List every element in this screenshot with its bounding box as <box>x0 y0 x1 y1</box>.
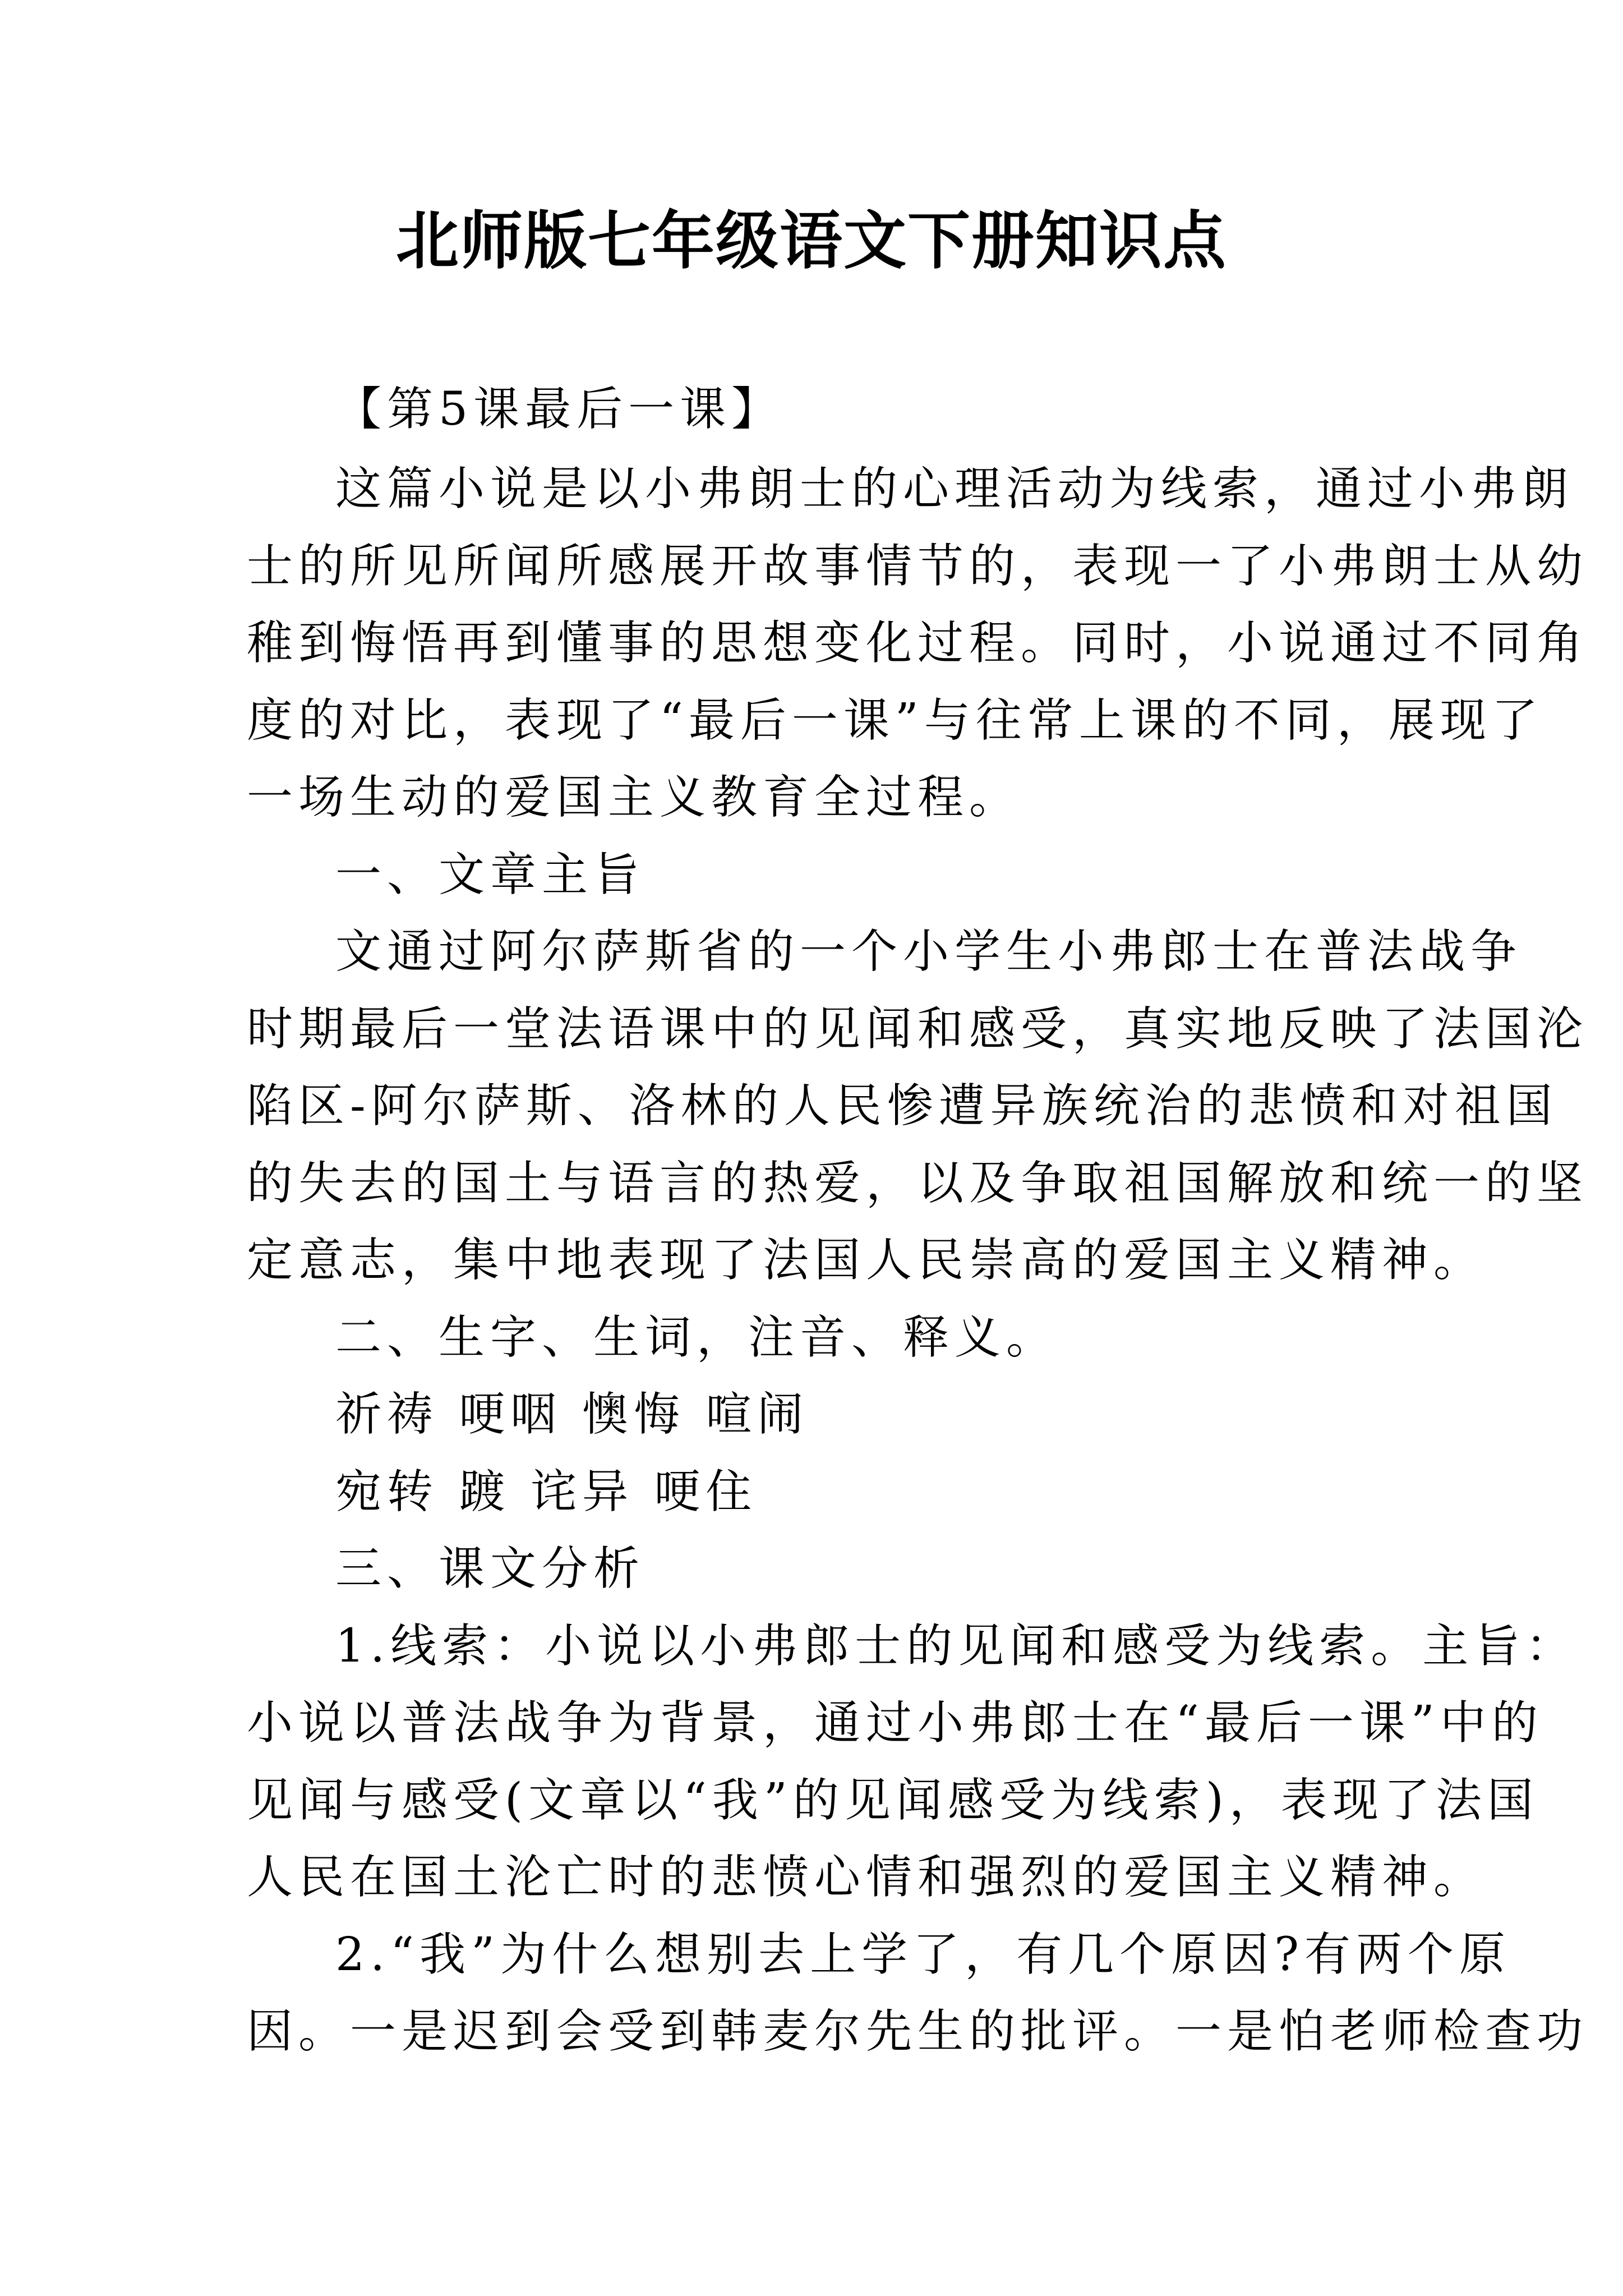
paragraph-line: 度的对比，表现了“最后一课”与往常上课的不同，展现了 <box>247 694 1543 747</box>
paragraph-line: 文通过阿尔萨斯省的一个小学生小弗郎士在普法战争 <box>335 925 1523 978</box>
paragraph-line: 士的所见所闻所感展开故事情节的，表现一了小弗朗士从幼 <box>247 540 1589 593</box>
document-title: 北师版七年级语文下册知识点 <box>396 205 1227 278</box>
section-heading: 一、文章主旨 <box>335 848 645 901</box>
paragraph-line: 1.线索：小说以小弗郎士的见闻和感受为线索。主旨： <box>335 1619 1578 1673</box>
paragraph-line: 的失去的国土与语言的热爱，以及争取祖国解放和统一的坚 <box>247 1157 1589 1210</box>
paragraph-line: 小说以普法战争为背景，通过小弗郎士在“最后一课”中的 <box>247 1696 1543 1750</box>
section-heading: 二、生字、生词，注音、释义。 <box>335 1311 1058 1364</box>
paragraph-line: 见闻与感受(文章以“我”的见闻感受为线索)，表现了法国 <box>247 1774 1539 1827</box>
section-heading: 三、课文分析 <box>335 1542 645 1595</box>
paragraph-line: 因。一是迟到会受到韩麦尔先生的批评。一是怕老师检查功 <box>247 2005 1589 2058</box>
vocabulary-line: 宛转 踱 诧异 哽住 <box>335 1465 758 1519</box>
paragraph-line: 这篇小说是以小弗朗士的心理活动为线索，通过小弗朗 <box>335 462 1574 516</box>
paragraph-line: 2.“我”为什么想别去上学了，有几个原因?有两个原 <box>335 1928 1511 1981</box>
paragraph-line: 陷区-阿尔萨斯、洛林的人民惨遭异族统治的悲愤和对祖国 <box>247 1079 1558 1133</box>
vocabulary-line: 祈祷 哽咽 懊悔 喧闹 <box>335 1388 809 1441</box>
paragraph-line: 人民在国土沦亡时的悲愤心情和强烈的爱国主义精神。 <box>247 1851 1486 1904</box>
paragraph-line: 定意志，集中地表现了法国人民崇高的爱国主义精神。 <box>247 1234 1486 1287</box>
section-heading: 【第5课最后一课】 <box>335 383 783 436</box>
paragraph-line: 稚到悔悟再到懂事的思想变化过程。同时，小说通过不同角 <box>247 616 1589 670</box>
paragraph-line: 时期最后一堂法语课中的见闻和感受，真实地反映了法国沦 <box>247 1002 1589 1056</box>
paragraph-line: 一场生动的爱国主义教育全过程。 <box>247 771 1021 824</box>
